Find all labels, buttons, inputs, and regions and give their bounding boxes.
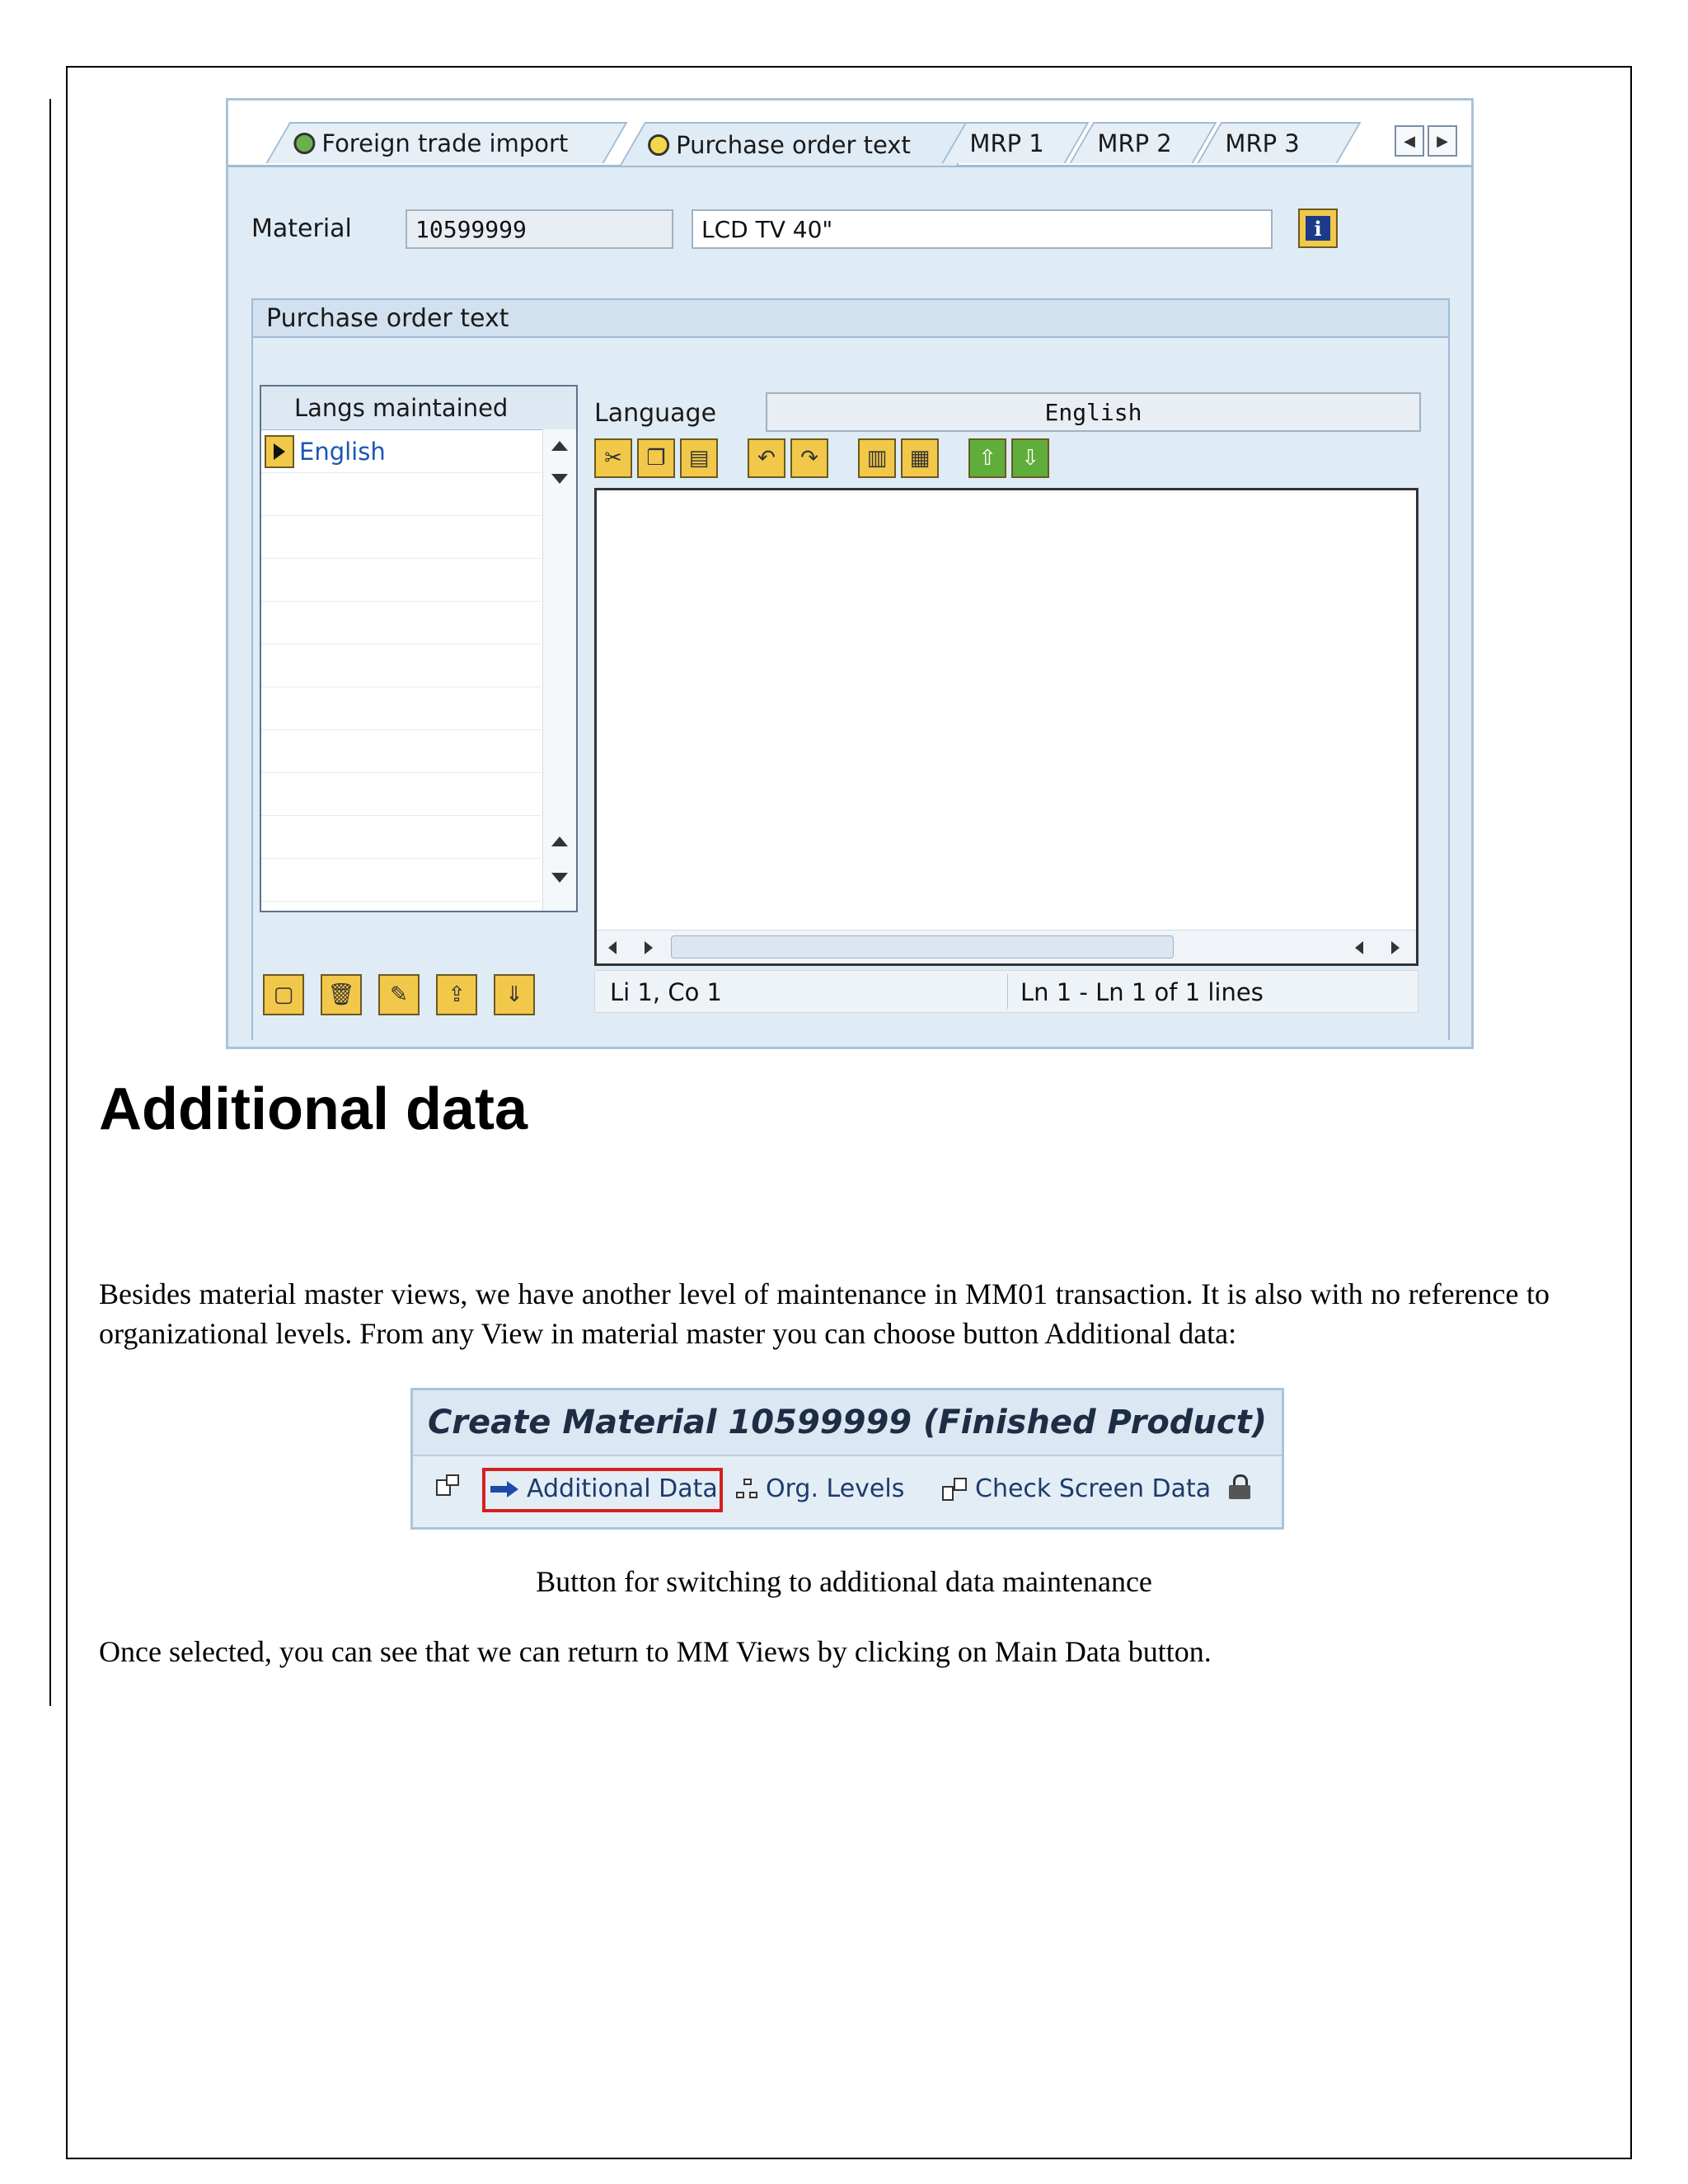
info-icon: i xyxy=(1306,216,1330,241)
cut-icon[interactable]: ✂ xyxy=(594,438,632,478)
tab-foreign-trade-import[interactable]: Foreign trade import xyxy=(266,122,628,163)
save-local-icon[interactable]: ▥ xyxy=(858,438,896,478)
upload-icon[interactable]: ⇧ xyxy=(968,438,1006,478)
empty-row xyxy=(261,773,542,816)
lang-name: English xyxy=(299,437,386,466)
paragraph-followup: Once selected, you can see that we can return to MM Views by clicking on Main Data button. xyxy=(99,1635,1212,1668)
scroll-up-icon[interactable] xyxy=(551,441,568,451)
empty-row xyxy=(261,473,542,516)
lock-icon xyxy=(1229,1474,1250,1499)
language-label: Language xyxy=(594,399,717,428)
purchase-order-text-screen xyxy=(226,98,1474,1049)
additional-data-button[interactable] xyxy=(490,1474,718,1503)
tab-mrp-1[interactable]: MRP 1 xyxy=(942,122,1090,163)
redo-icon[interactable]: ↷ xyxy=(790,438,828,478)
create-material-screen xyxy=(410,1388,1284,1530)
empty-row xyxy=(261,816,542,859)
create-material-title: Create Material 10599999 (Finished Product) xyxy=(413,1390,1282,1456)
text-editor-area[interactable] xyxy=(594,488,1418,966)
application-toolbar xyxy=(413,1456,1282,1529)
tab-strip xyxy=(228,101,1471,167)
org-hierarchy-icon xyxy=(736,1479,759,1500)
org-levels-button[interactable] xyxy=(736,1474,904,1503)
load-local-icon[interactable]: ▦ xyxy=(901,438,939,478)
tab-mrp-3[interactable]: MRP 3 xyxy=(1198,122,1362,163)
empty-row xyxy=(261,516,542,559)
material-description-field[interactable]: LCD TV 40" xyxy=(692,209,1273,249)
scroll-down-icon[interactable] xyxy=(551,474,568,484)
check-screen-icon xyxy=(942,1478,968,1501)
scroll-end-right-icon[interactable] xyxy=(1391,941,1400,954)
tab-scroll-left-button[interactable]: ◀ xyxy=(1395,125,1424,157)
lock-button[interactable] xyxy=(1229,1474,1250,1499)
left-margin-bar xyxy=(49,99,51,1706)
cursor-position: Li 1, Co 1 xyxy=(610,978,722,1006)
empty-row xyxy=(261,602,542,644)
tab-purchase-order-text[interactable]: Purchase order text xyxy=(620,122,983,166)
empty-row xyxy=(261,687,542,730)
vertical-scrollbar[interactable] xyxy=(542,429,576,911)
undo-icon[interactable]: ↶ xyxy=(748,438,785,478)
horizontal-scrollbar[interactable] xyxy=(597,930,1416,963)
language-field[interactable]: English xyxy=(766,392,1421,432)
group-title: Purchase order text xyxy=(253,300,1448,338)
lang-row[interactable] xyxy=(261,430,542,473)
row-selector-icon[interactable] xyxy=(265,435,294,468)
scroll-thumb[interactable] xyxy=(671,935,1174,958)
arrow-right-icon xyxy=(490,1481,520,1497)
langs-maintained-table xyxy=(260,385,578,912)
scroll-right-icon[interactable] xyxy=(645,941,653,954)
import-text-icon[interactable]: ⇓ xyxy=(494,974,535,1015)
langs-header: Langs maintained xyxy=(261,387,576,430)
figure-caption: Button for switching to additional data maintenance xyxy=(536,1565,1152,1598)
new-text-icon[interactable]: ▢ xyxy=(263,974,304,1015)
scroll-end-left-icon[interactable] xyxy=(1355,941,1363,954)
info-button[interactable] xyxy=(1298,209,1338,248)
tab-scroll-right-button[interactable]: ▶ xyxy=(1428,125,1457,157)
tab-mrp-2[interactable]: MRP 2 xyxy=(1070,122,1217,163)
section-heading: Additional data xyxy=(99,1076,528,1142)
text-editor-toolbar xyxy=(594,438,1049,480)
paragraph-intro: Besides material master views, we have another level of maintenance in MM01 transaction. It is also with no reference to organizational levels. From any View in material master you can choose button Additional data: xyxy=(99,1277,1550,1350)
scroll-page-down-icon[interactable] xyxy=(551,873,568,883)
empty-row xyxy=(261,730,542,773)
org-levels-label: Org. Levels xyxy=(766,1474,905,1503)
edit-text-icon[interactable]: ✎ xyxy=(378,974,420,1015)
lang-action-buttons xyxy=(263,974,535,1015)
scroll-left-icon[interactable] xyxy=(608,941,617,954)
editor-status-bar xyxy=(594,970,1418,1013)
tab-status-icon xyxy=(293,133,315,154)
material-label: Material xyxy=(251,214,352,243)
delete-text-icon[interactable]: 🗑 xyxy=(321,974,362,1015)
export-text-icon[interactable]: ⇪ xyxy=(436,974,477,1015)
select-views-icon xyxy=(436,1474,461,1497)
check-screen-data-button[interactable] xyxy=(942,1474,1211,1503)
copy-icon[interactable]: ❐ xyxy=(637,438,675,478)
download-icon[interactable]: ⇩ xyxy=(1011,438,1049,478)
tab-status-icon xyxy=(648,134,669,156)
paste-icon[interactable]: ▤ xyxy=(680,438,718,478)
check-screen-data-label: Check Screen Data xyxy=(975,1474,1212,1503)
empty-row xyxy=(261,559,542,602)
additional-data-label: Additional Data xyxy=(527,1474,718,1503)
line-count: Ln 1 - Ln 1 of 1 lines xyxy=(1020,978,1264,1006)
select-views-button[interactable] xyxy=(436,1474,461,1497)
material-number-field[interactable]: 10599999 xyxy=(406,209,673,249)
empty-row xyxy=(261,859,542,902)
scroll-page-up-icon[interactable] xyxy=(551,837,568,846)
empty-row xyxy=(261,644,542,687)
